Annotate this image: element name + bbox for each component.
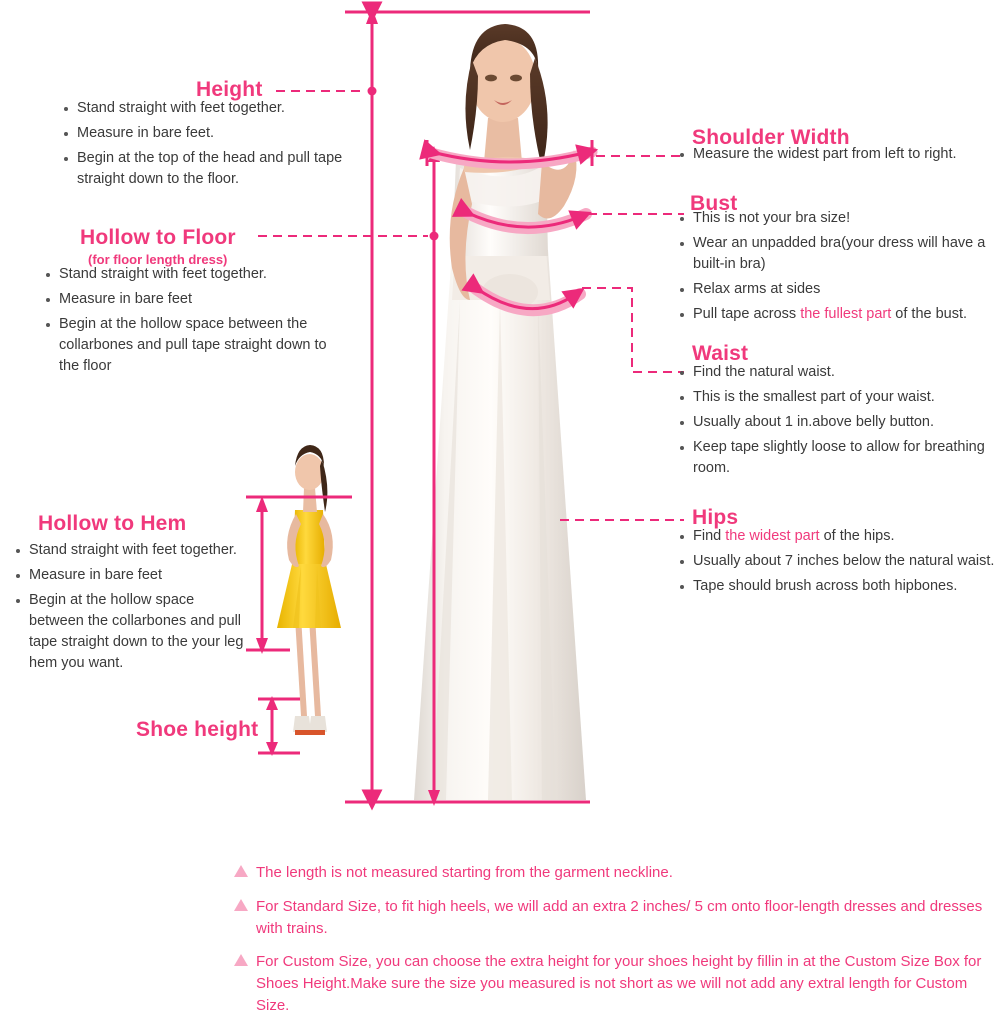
note-text: For Custom Size, you can choose the extra height for your shoes height by fillin in at the Custom Size Box for Shoes Height.Make sure the size you measured is not short as we will not add any extral length for Custom Size. <box>256 953 982 1014</box>
warning-triangle-icon <box>234 865 248 877</box>
hollow-to-floor-bullets <box>44 264 344 381</box>
note-row <box>228 862 988 884</box>
list-item: Relax arms at sides <box>678 279 1000 300</box>
hollow-to-floor-subtitle: (for floor length dress) <box>88 252 228 267</box>
bust-post-text: of the bust. <box>891 306 968 323</box>
list-item: Measure in bare feet. <box>62 123 352 144</box>
hollow-to-floor-title: Hollow to Floor <box>80 226 236 249</box>
height-bullets <box>62 98 352 194</box>
list-item: This is not your bra size! <box>678 208 1000 229</box>
list-item: Measure in bare feet <box>44 289 344 310</box>
list-item-bust-fullest <box>678 304 1000 325</box>
shoulder-width-bullets <box>678 144 998 169</box>
waist-bullets <box>678 362 998 483</box>
height-title: Height <box>196 78 263 101</box>
list-item: Find the natural waist. <box>678 362 998 383</box>
footer-notes <box>228 862 988 1029</box>
list-item: This is the smallest part of your waist. <box>678 387 998 408</box>
list-item: Begin at the hollow space between the collarbones and pull tape straight down to the your leg hem you want. <box>14 590 249 674</box>
list-item: Begin at the hollow space between the collarbones and pull tape straight down to the floor <box>44 314 344 377</box>
hips-highlight-text: the widest part <box>725 528 820 544</box>
hips-bullets <box>678 526 1000 601</box>
list-item: Usually about 1 in.above belly button. <box>678 412 998 433</box>
bust-title: Bust <box>690 192 738 215</box>
waist-title: Waist <box>692 342 749 365</box>
hips-title: Hips <box>692 506 739 529</box>
list-item: Wear an unpadded bra(your dress will have a built-in bra) <box>678 233 1000 275</box>
shoe-height-title: Shoe height <box>136 718 259 741</box>
hollow-to-hem-section <box>38 512 186 536</box>
note-row <box>228 951 988 1016</box>
list-item: Usually about 7 inches below the natural waist. <box>678 551 1000 572</box>
bust-highlight-text: the fullest part <box>800 306 892 323</box>
hollow-to-floor-section <box>80 226 236 267</box>
note-text: For Standard Size, to fit high heels, we will add an extra 2 inches/ 5 cm onto floor-length dresses and dresses with trains. <box>256 897 983 937</box>
note-row <box>228 896 988 940</box>
warning-triangle-icon <box>234 899 248 911</box>
hollow-to-hem-bullets <box>14 540 249 678</box>
note-text: The length is not measured starting from the garment neckline. <box>256 864 673 881</box>
shoe-height-section <box>136 718 258 742</box>
list-item: Tape should brush across both hipbones. <box>678 576 1000 597</box>
hollow-to-hem-title: Hollow to Hem <box>38 512 187 535</box>
warning-triangle-icon <box>234 954 248 966</box>
hips-pre-text: Find <box>693 528 726 544</box>
hips-post-text: of the hips. <box>819 528 895 544</box>
list-item: Stand straight with feet together. <box>44 264 344 285</box>
list-item: Begin at the top of the head and pull tape straight down to the floor. <box>62 148 352 190</box>
list-item: Stand straight with feet together. <box>62 98 352 119</box>
bust-bullets <box>678 208 1000 329</box>
list-item-hips-widest <box>678 526 1000 547</box>
list-item: Keep tape slightly loose to allow for breathing room. <box>678 437 998 479</box>
list-item: Measure in bare feet <box>14 565 249 586</box>
bust-pre-text: Pull tape across <box>693 306 801 323</box>
list-item: Stand straight with feet together. <box>14 540 249 561</box>
list-item: Measure the widest part from left to right. <box>678 144 998 165</box>
shoulder-width-title: Shoulder Width <box>692 126 850 149</box>
